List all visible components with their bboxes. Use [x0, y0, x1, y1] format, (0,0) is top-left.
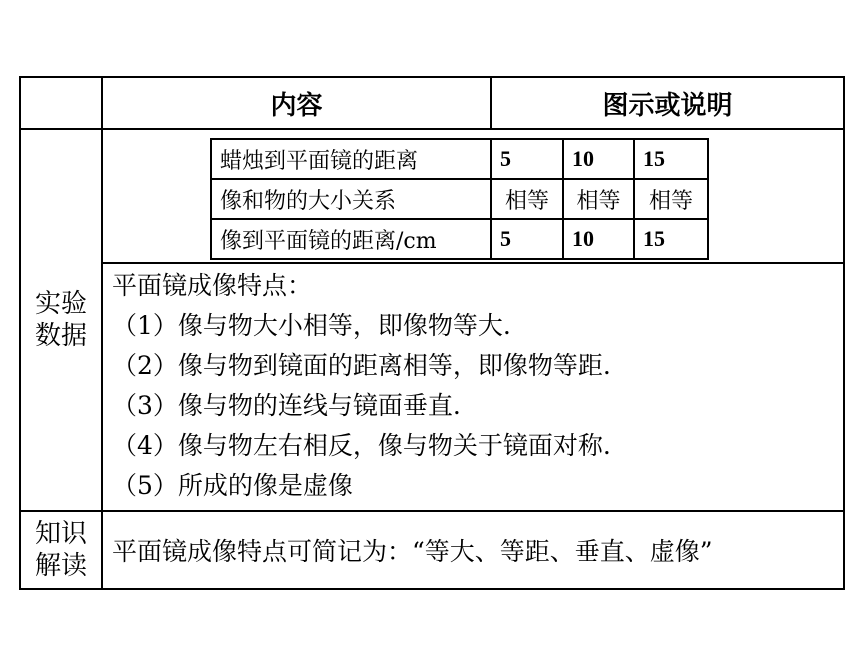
data-cell: 15: [643, 226, 665, 251]
feature-item: （4）像与物左右相反，像与物关于镜面对称.: [112, 431, 611, 460]
feature-item: （1）像与物大小相等，即像物等大.: [112, 311, 511, 340]
features-block: [112, 266, 611, 506]
data-cell: 15: [643, 146, 665, 171]
data-cell: 相等: [648, 188, 693, 214]
header-divider: [19, 128, 845, 130]
header-corner-cell: [21, 78, 101, 128]
section-label-line: 实验: [34, 289, 87, 319]
label-column-divider: [101, 76, 103, 590]
header-content: 内容: [270, 90, 323, 121]
section-label-line: 知识: [34, 519, 87, 549]
data-cell: 10: [572, 226, 594, 251]
section-label-line: 数据: [34, 321, 87, 351]
section-label-line: 解读: [34, 551, 87, 581]
data-row-label: 像到平面镜的距离/cm: [220, 228, 437, 254]
data-cell: 5: [500, 226, 511, 251]
data-row-label: 蜡烛到平面镜的距离: [220, 148, 419, 174]
section-label-knowledge: [21, 512, 101, 588]
table-border-bottom: [19, 588, 845, 590]
feature-item: （5）所成的像是虚像: [112, 471, 353, 500]
section-label-experiment: [21, 130, 101, 510]
data-features-divider: [102, 262, 845, 264]
header-illustration: 图示或说明: [602, 90, 733, 121]
features-title: 平面镜成像特点：: [112, 271, 313, 300]
data-cell: 相等: [576, 188, 621, 214]
data-table: [210, 138, 709, 260]
data-row-label: 像和物的大小关系: [220, 188, 397, 214]
feature-item: （3）像与物的连线与镜面垂直.: [112, 391, 461, 420]
data-cell: 5: [500, 146, 511, 171]
data-cell: 10: [572, 146, 594, 171]
feature-item: （2）像与物到镜面的距离相等，即像物等距.: [112, 351, 611, 380]
data-cell: 相等: [504, 188, 549, 214]
knowledge-summary: 平面镜成像特点可简记为：“等大、等距、垂直、虚像”: [112, 537, 713, 566]
table-border-right: [843, 76, 845, 590]
